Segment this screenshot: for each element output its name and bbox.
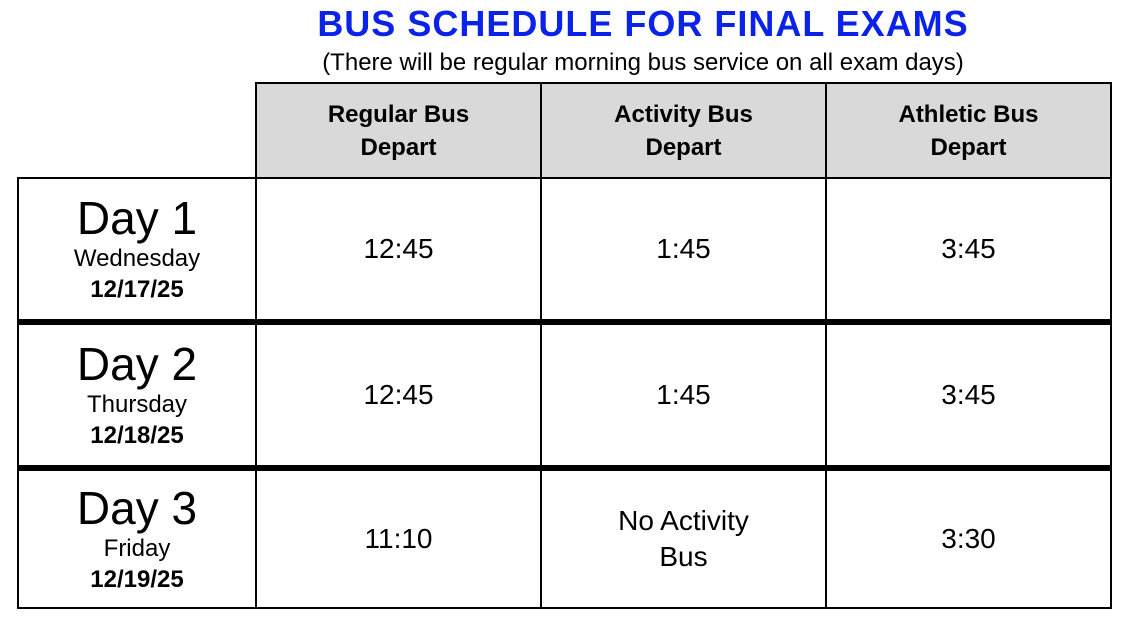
regular-bus-time: 11:10 [256,468,541,608]
athletic-bus-time: 3:30 [826,468,1111,608]
date-label: 12/19/25 [90,566,184,593]
regular-bus-time: 12:45 [256,178,541,322]
athletic-bus-time: 3:45 [826,178,1111,322]
weekday-label: Friday [103,535,171,562]
header-athletic-line2: Depart [930,133,1007,161]
header-regular-bus [256,83,541,178]
header-regular-line1: Regular Bus [327,100,470,128]
header-activity-line2: Depart [645,133,722,161]
activity-bus-time: 1:45 [541,322,826,468]
page-subtitle: (There will be regular morning bus service on all exam days) [322,49,964,76]
header-regular-line2: Depart [360,133,437,161]
header-athletic-bus [826,83,1111,178]
day-label: Day 2 [76,338,198,390]
activity-note-line2: Bus [659,541,708,572]
day-label: Day 1 [76,192,198,244]
date-label: 12/17/25 [90,276,184,303]
page-title: BUS SCHEDULE FOR FINAL EXAMS [317,3,969,44]
header-activity-bus [541,83,826,178]
activity-bus-note [541,468,826,608]
header-athletic-line1: Athletic Bus [898,100,1039,128]
weekday-label: Wednesday [73,245,201,272]
weekday-label: Thursday [86,391,188,418]
table-row-day-2 [18,322,1111,468]
day-cell [18,322,256,468]
schedule-table [17,82,1112,609]
day-cell [18,178,256,322]
regular-bus-time: 12:45 [256,322,541,468]
activity-bus-time: 1:45 [541,178,826,322]
date-label: 12/18/25 [90,422,184,449]
table-row-day-1 [18,178,1111,322]
header-row [18,83,1111,178]
header-activity-line1: Activity Bus [614,100,753,128]
day-cell [18,468,256,608]
corner-cell [18,83,256,178]
day-label: Day 3 [76,482,198,534]
athletic-bus-time: 3:45 [826,322,1111,468]
activity-note-line1: No Activity [618,505,749,536]
table-row-day-3 [18,468,1111,608]
